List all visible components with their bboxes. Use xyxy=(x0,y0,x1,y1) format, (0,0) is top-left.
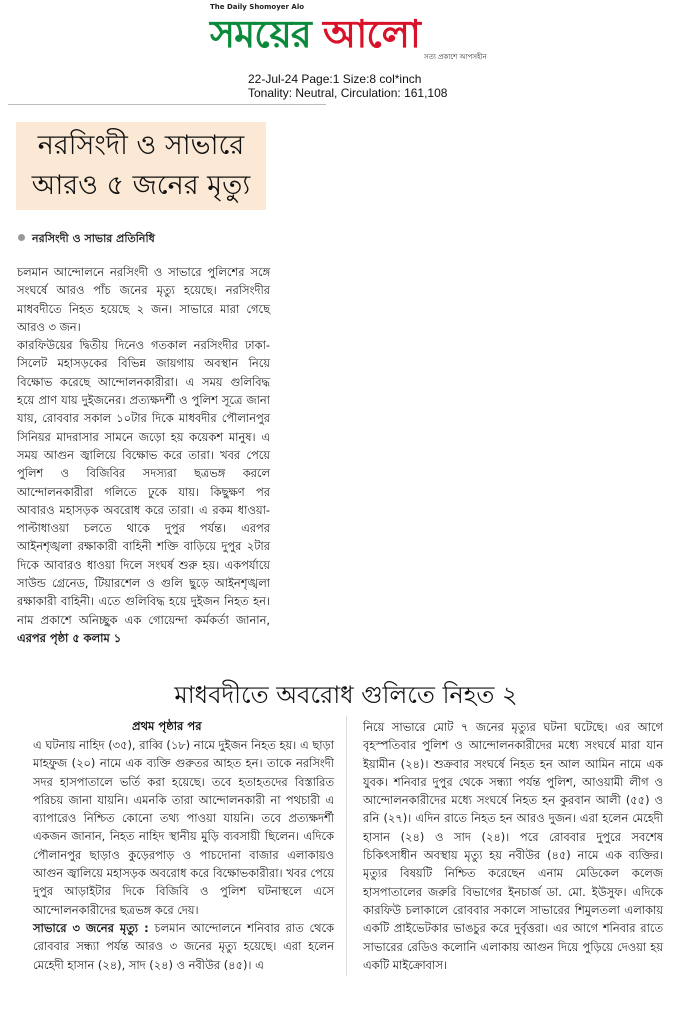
story-1-paragraph-1: চলমান আন্দোলনে নরসিংদী ও সাভারে পুলিশের সঙ্গে সংঘর্ষে আরও পাঁচ জনের মৃত্যু হয়েছে। নরসিংদীর মাধবদীতে নিহত হয়েছে ২ জন। সাভারে মারা গেছে আরও ৩ জন। xyxy=(17,265,270,334)
jump-reference: এরপর পৃষ্ঠা ৫ কলাম ১ xyxy=(17,630,122,645)
story-1-paragraph-2 xyxy=(17,336,270,647)
story-2-paragraph-1: এ ঘটনায় নাহিদ (৩৫), রাব্বি (১৮) নামে দুইজন নিহত হয়। এ ছাড়া মাহফুজ (২০) নামে এক ব্যক্তি গুরুতর আহত হন। তাকে নরসিংদী সদর হাসপাতালে ভর্তি করা হয়েছে। তবে হতাহতদের বিস্তারিত পরিচয় জানা যায়নি। এমনকি তারা আন্দোলনকারী না পথচারী এ ব্যাপারেও নিশ্চিত কোনো তথ্য পাওয়া যায়নি। তবে প্রত্যক্ষদর্শী একজন জানান, নিহত নাহিদ স্থানীয় মুড়ি ব্যবসায়ী ছিলেন। এদিকে পৌলানপুর ছাড়াও কুড়েরপাড় ও পাচদোনা বাজার এলাকায়ও আগুন জ্বালিয়ে মহাসড়ক অবরোধ করে বিক্ষোভকারীরা। খবর পেয়ে দুপুর আড়াইটার দিকে বিজিবি ও পুলিশ ঘটনাস্থলে এসে আন্দোলনকারীদের ছত্রভঙ্গ করে দেয়। xyxy=(33,738,334,917)
story-1-paragraph-2-text: কারফিউয়ের দ্বিতীয় দিনেও গতকাল নরসিংদীর ঢাকা-সিলেট মহাসড়কের বিভিন্ন জায়গায় অবস্থান নিয়ে বিক্ষোভ করেছে আন্দোলনকারীরা। এ সময় গুলিবিদ্ধ হয়ে প্রাণ যায় দুইজনের। প্রত্যক্ষদর্শী ও পুলিশ সূত্রে জানা যায়, রোববার সকাল ১০টার দিকে মাধবদীর পৌলানপুর সিনিয়র মাদরাসার সামনে জড়ো হয় কয়েকশ মানুষ। এ সময় আগুন জ্বালিয়ে বিক্ষোভ করে তারা। খবর পেয়ে পুলিশ ও বিজিবির সদস্যরা ছত্রভঙ্গ করলে আন্দোলনকারীরা গলিতে ঢুকে যায়। কিছুক্ষণ পর আবারও মহাসড়ক অবরোধ করে তারা। এ রকম ধাওয়া-পাল্টাধাওয়া চলতে থাকে দুপুর পর্যন্ত। এরপর আইনশৃঙ্খলা রক্ষাকারী বাহিনী শক্তি বাড়িয়ে দুপুর ২টার দিকে আবারও ধাওয়া দিলে সংঘর্ষ শুরু হয়। একপর্যায়ে সাউন্ড গ্রেনেড, টিয়ারশেল ও গুলি ছুড়ে আইনশৃঙ্খলা রক্ষাকারী বাহিনী। এতে গুলিবিদ্ধ হয়ে দুইজন নিহত হন। নাম প্রকাশে অনিচ্ছুক এক গোয়েন্দা কর্মকর্তা জানান, xyxy=(17,338,270,627)
clipping-info-date-page: 22-Jul-24 Page:1 Size:8 col*inch xyxy=(248,72,422,86)
publication-tagline: সত্য প্রকাশে আপসহীন xyxy=(424,53,487,61)
story-2-left-column xyxy=(33,736,334,974)
story-2-right-column xyxy=(363,718,663,974)
clipping-info-tonality: Tonality: Neutral, Circulation: 161,108 xyxy=(248,86,448,100)
byline: নরসিংদী ও সাভার প্রতিনিধি xyxy=(32,232,155,245)
logo-word-2: আলো xyxy=(323,12,420,56)
headline-line-2: আরও ৫ জনের মৃত্যু xyxy=(31,170,251,201)
story-2-paragraph-3: নিয়ে সাভারে মোট ৭ জনের মৃত্যুর ঘটনা ঘটেছে। এর আগে বৃহস্পতিবার পুলিশ ও আন্দোলনকারীদের মধ্যে সংঘর্ষে মারা যান ইয়ামীন (২৪)। শুক্রবার সংঘর্ষে নিহত হন আল আমিন নামে এক যুবক। শনিবার দুপুর থেকে সন্ধ্যা পর্যন্ত পুলিশ, আওয়ামী লীগ ও আন্দোলনকারীদের মধ্যে সংঘর্ষে নিহত হন কুরবান আলী (৫৫) ও রনি (২৭)। এদিন রাতে নিহত হন আরও দুজন। এরা হলেন মেহেদী হাসান (২৪) ও সাদ (২৪)। পরে রোববার দুপুরে সবশেষ চিকিৎসাধীন অবস্থায় মৃত্যু হয় নবীউর (৪৫) নামে এক ব্যক্তির। মৃত্যুর বিষয়টি নিশ্চিত করেছেন এনাম মেডিকেল কলেজ হাসপাতালের জরুরি বিভাগের ইনচার্জ ডা. মো. ইউসুফ। এদিকে কারফিউ চলাকালে রোববার সকালে সাভারের শিমুলতলা এলাকায় একটি প্রাইভেটকার ভাঙচুর করে দুর্বৃত্তরা। এর আগে শনিবার রাতে সাভারের রেডিও কলোনি এলাকায় আগুন দিয়ে পুড়িয়ে দেওয়া হয় একটি মাইক্রোবাস। xyxy=(363,720,663,972)
story-2-subhead: সাভারে ৩ জনের মৃত্যু : xyxy=(33,920,149,935)
byline-bullet-icon xyxy=(18,234,25,241)
story-1-body xyxy=(17,263,270,647)
continuation-headline: মাধবদীতে অবরোধ গুলিতে নিহত ২ xyxy=(174,681,518,709)
header-divider xyxy=(8,104,326,105)
story-2-paragraph-2-text: চলমান আন্দোলনে শনিবার রাত থেকে রোববার সন্ধ্যা পর্যন্ত আরও ৩ জনের মৃত্যু হয়েছে। এরা হলেন মেহেদী হাসান (২৪), সাদ (২৪) ও নবীউর (৪৫)। এ xyxy=(33,920,335,972)
headline-line-1: নরসিংদী ও সাভারে xyxy=(37,130,245,161)
publication-english-name: The Daily Shomoyer Alo xyxy=(210,3,305,11)
column-divider xyxy=(346,716,347,976)
publication-logo xyxy=(210,12,420,56)
story-2-paragraph-2 xyxy=(33,919,334,974)
continued-from-label: প্রথম পৃষ্ঠার পর xyxy=(132,719,202,733)
logo-word-1: সময়ের xyxy=(210,12,323,56)
